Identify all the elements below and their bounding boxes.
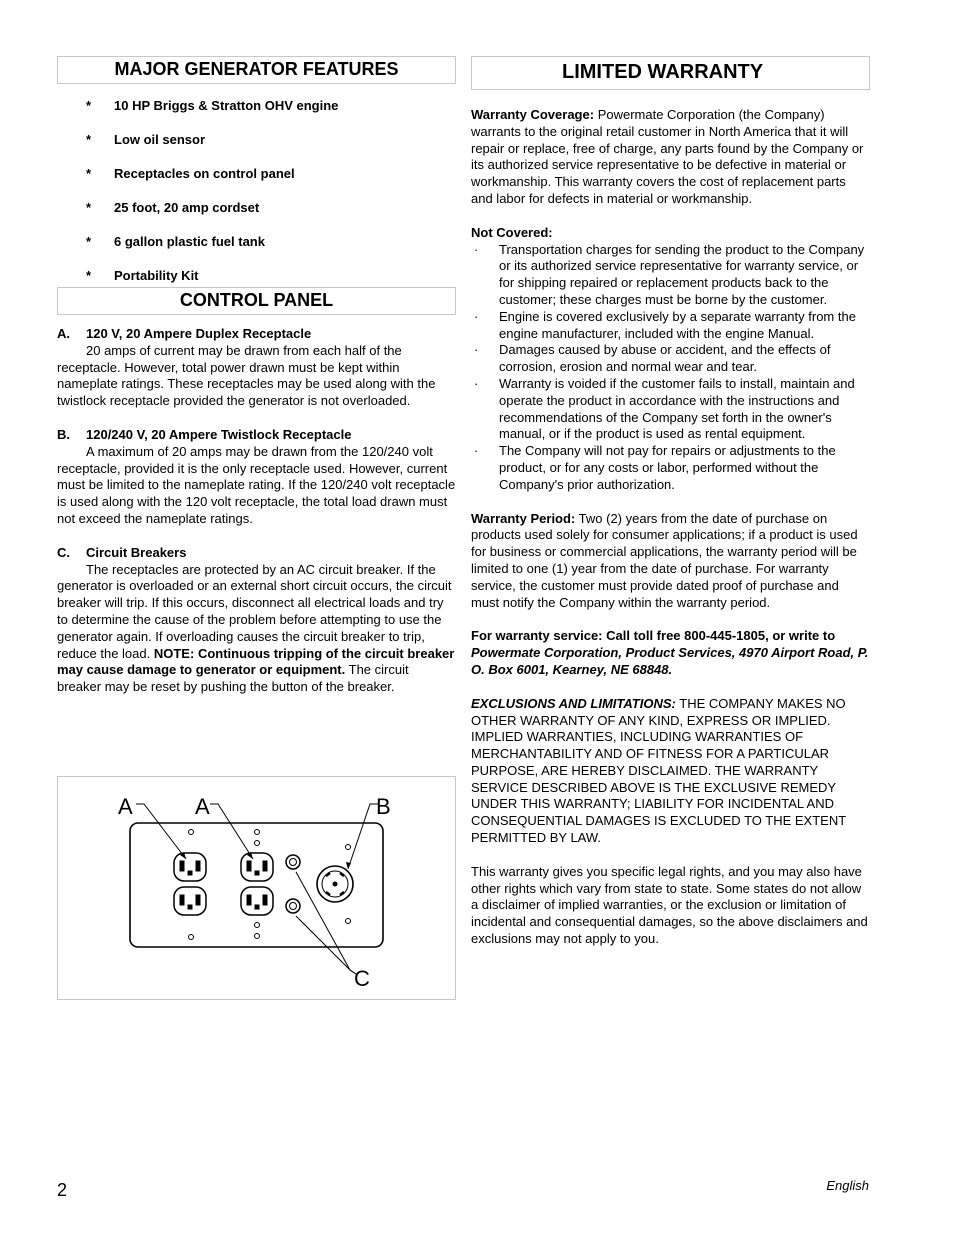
not-covered-list xyxy=(471,242,870,494)
control-panel-figure xyxy=(57,776,456,1000)
label-c: C xyxy=(354,966,370,991)
control-panel-heading: CONTROL PANEL xyxy=(57,287,456,315)
list-item: · Damages caused by abuse or accident, and the effects of corrosion, erosion and normal wear and tear. xyxy=(474,342,831,375)
bullet-star: * xyxy=(86,234,92,249)
features-heading: MAJOR GENERATOR FEATURES xyxy=(57,56,456,84)
section-b-text: A maximum of 20 amps may be drawn from the 120/240 volt receptacle, provided it is the only receptacle used. However, current must be limited to the nameplate rating. If the 120/240 volt receptacle is used along with the 120 volt receptacle, the total load drawn must not exceed the nameplate ratings. xyxy=(57,443,456,526)
section-a-heading: A. 120 V, 20 Ampere Duplex Receptacle xyxy=(57,326,312,341)
duplex-receptacle-right xyxy=(241,853,273,915)
left-column xyxy=(57,56,456,696)
duplex-receptacle-left xyxy=(174,853,206,915)
control-panel-diagram xyxy=(58,777,457,1001)
section-c-text: The receptacles are protected by an AC circuit breaker. If the generator is overloaded or an external short circuit occurs, the circuit breaker will trip. If this occurs, disconnect all electrical loads and try to determine the cause of the problem before attempting to use the generator again. If overloading causes the circuit breaker to trip, reduce the load. NOTE: Continuous tripping of the circuit breaker may cause damage to generator or equipment. The circuit breaker may be reset by pushing the button of the breaker. xyxy=(57,561,455,695)
features-list xyxy=(57,98,456,283)
not-covered-heading: Not Covered: xyxy=(471,224,553,240)
list-item: * Receptacles on control panel xyxy=(86,166,295,181)
section-b-heading: B. 120/240 V, 20 Ampere Twistlock Receptacle xyxy=(57,426,352,442)
label-b: B xyxy=(376,794,391,819)
panel-screws xyxy=(189,830,351,940)
right-column xyxy=(471,56,870,948)
twistlock-receptacle xyxy=(317,866,353,902)
list-item: · Warranty is voided if the customer fails to install, maintain and operate the product in accordance with the instructions and recommendations of the Company set forth in the owner's manual, or if the product is used as rental equipment. xyxy=(474,375,855,442)
bullet-star: * xyxy=(86,166,92,181)
circuit-breakers xyxy=(286,855,300,913)
page-number: 2 xyxy=(57,1180,68,1200)
bullet-star: * xyxy=(86,200,92,215)
list-item: * 6 gallon plastic fuel tank xyxy=(86,234,265,249)
warranty-coverage: Warranty Coverage: Powermate Corporation (the Company) warrants to the original retail customer in North America that it will repair or replace, free of charge, any parts found by the Company or its authorized service representative to be defective in material or workmanship. This warranty covers the cost of replacement parts and labor for defects in material or workmanship. xyxy=(471,107,864,206)
list-item: * Low oil sensor xyxy=(86,132,206,147)
list-item: · The Company will not pay for repairs or adjustments to the product, or for any costs or labor, performed without the Company's prior authorization. xyxy=(474,443,836,492)
warranty-heading: LIMITED WARRANTY xyxy=(471,56,870,90)
warranty-service: For warranty service: Call toll free 800-445-1805, or write to Powermate Corporation, Product Services, 4970 Airport Road, P. O. Box 6001, Kearney, NE 68848. xyxy=(471,628,869,677)
bullet-star: * xyxy=(86,132,92,147)
exclusions: EXCLUSIONS AND LIMITATIONS: THE COMPANY MAKES NO OTHER WARRANTY OF ANY KIND, EXPRESS OR IMPLIED. IMPLIED WARRANTIES, INCLUDING WARRANTIES OF MERCHANTABILITY AND OF FITNESS FOR A PARTICULAR PURPOSE, ARE HEREBY DISCLAIMED. THE WARRANTY SERVICE DESCRIBED ABOVE IS THE EXCLUSIVE REMEDY UNDER THIS WARRANTY; LIABILITY FOR INCIDENTAL AND CONSEQUENTIAL DAMAGES IS EXCLUDED TO THE EXTENT PERMITTED BY LAW. xyxy=(471,695,846,846)
bullet-star: * xyxy=(86,98,92,113)
legal-rights: This warranty gives you specific legal rights, and you may also have other rights which vary from state to state. Some states do not allow a disclaimer of implied warranties, or the exclusion or limitation of incidental and consequential damages, so the above disclaimers and exclusions may not apply to you. xyxy=(471,863,868,947)
note-warning: Continuous tripping of the circuit breaker may cause damage to generator or equipment. xyxy=(57,645,455,678)
list-item: * Portability Kit xyxy=(86,268,199,283)
language-label: English xyxy=(826,1178,869,1193)
bullet-star: * xyxy=(86,268,92,283)
list-item: * 25 foot, 20 amp cordset xyxy=(86,200,260,215)
note-label: NOTE: xyxy=(153,645,195,661)
warranty-period: Warranty Period: Two (2) years from the date of purchase on products used solely for consumer applications; if a product is used for business or commercial applications, the warranty period will be limited to one (1) year from the date of purchase. For warranty service, the customer must provide dated proof of purchase and must notify the Company within the warranty period. xyxy=(471,510,858,610)
label-a-2: A xyxy=(195,794,210,819)
list-item: · Transportation charges for sending the product to the Company or its authorized service representative for warranty service, or for shipping repaired or replacement products back to the customer; these charges must be borne by the customer. xyxy=(474,241,865,307)
section-a-text: 20 amps of current may be drawn from each half of the receptacle. However, total power drawn must be kept within nameplate ratings. These receptacles may be used along with the twistlock receptacle provided the generator is not overloaded. xyxy=(57,342,436,409)
label-a-1: A xyxy=(118,794,133,819)
list-item: · Engine is covered exclusively by a separate warranty from the engine manufacturer, included with the engine Manual. xyxy=(474,308,856,341)
list-item: * 10 HP Briggs & Stratton OHV engine xyxy=(86,98,339,113)
section-c-heading: C. Circuit Breakers xyxy=(57,544,187,560)
